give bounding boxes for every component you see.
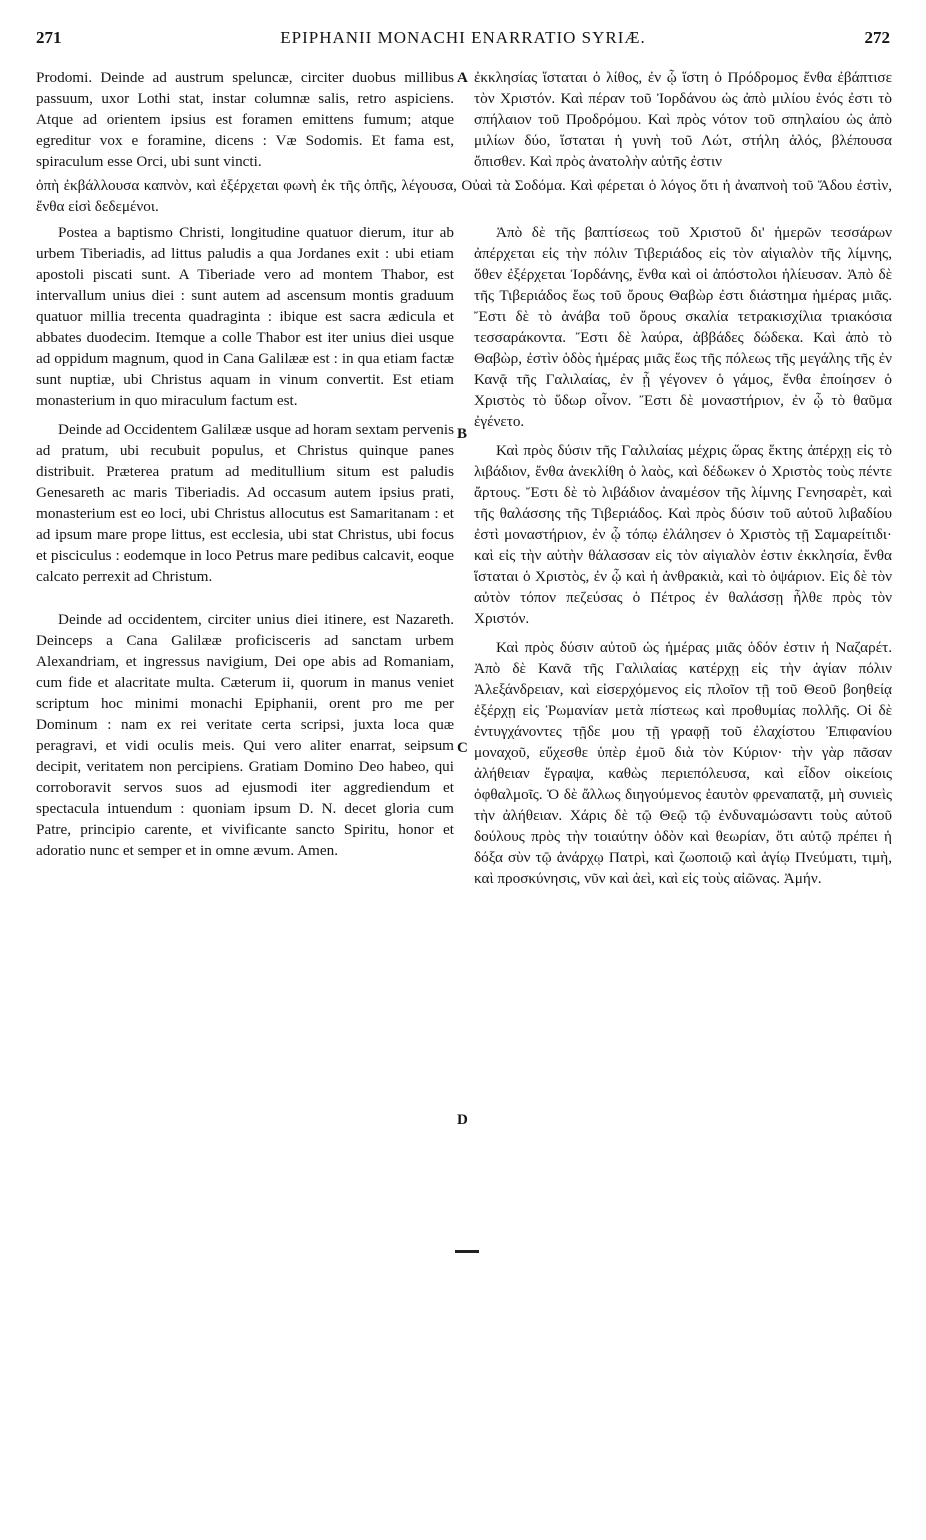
greek-paragraph-3: Καὶ πρὸς δύσιν τῆς Γαλιλαίας μέχρις ὥρας ἕκτης ἀπέρχῃ εἰς τὸ λιβάδιον, ἔνθα ἀνεκλίθη ὁ λαὸς, καὶ δέδωκεν ὁ Χριστὸς τοὺς πέντε ἄρτους. Ἔστι δὲ τὸ λιβάδιον ἀναμέσον τῆς λίμνης Γενησαρὲτ, καὶ τῆς θαλάσσης τῆς Τιβεριάδος. Καὶ πρὸς δύσιν τοῦ αὐτοῦ λιβαδίου ἐστὶ μοναστήριον, ἐν ᾧ τόπῳ ἐλάλησεν ὁ Χριστὸς τῇ Σαμαρείτιδι· καὶ εἰς τὴν αὐτὴν θάλασσαν εἰς τὸν αἰγιαλὸν ἐστιν ἐκκλησία, ἔνθα ἵσταται ὁ Χριστὸς, ἐν ᾧ καὶ ἡ ἀνθρακιὰ, καὶ τὸ ὀψάριον. Εἰς δὲ τὸν αὐτὸν τόπον πεζεύσας ὁ Πέτρος ἐν θαλάσσῃ ἦλθε πρὸς τὸν Χριστόν.	[474, 442, 892, 627]
page-header	[36, 28, 890, 58]
greek-spanning-lines: ὀπὴ ἐκβάλλουσα καπνὸν, καὶ ἐξέρχεται φωνὴ ἐκ τῆς ὀπῆς, λέγουσα, Οὐαὶ τὰ Σοδόμα. Καὶ φέρεται ὁ λόγος ὅτι ἡ ἀναπνοὴ τοῦ Ἅδου ἐστὶν, ἔνθα εἰσὶ δεδεμένοι.	[36, 177, 892, 215]
greek-paragraph-1: ἐκκλησίας ἵσταται ὁ λίθος, ἐν ᾧ ἵστη ὁ Πρόδρομος ἔνθα ἐβάπτισε τὸν Χριστόν. Καὶ πέραν τοῦ Ἰορδάνου ὡς ἀπὸ μιλίου ἑνός ἐστι τὸ σπήλαιον τοῦ Προδρόμου. Καὶ πρὸς νότον τοῦ σπηλαίου ὡς ἀπὸ μιλίων δύο, ἵσταται ἡ γυνὴ τοῦ Λώτ, στήλη ἁλός, βλέπουσα ὄπισθεν. Καὶ πρὸς ἀνατολὴν αὐτῆς ἐστιν	[474, 69, 892, 170]
latin-column-top	[36, 67, 454, 172]
latin-paragraph-3: Deinde ad Occidentem Galilææ usque ad horam sextam pervenis ad pratum, ubi recubuit populus, et Christus quinque panes distribuit. Præterea pratum ad meditullium situm est paludis Genesareth ac maris Tiberiadis. Ad occasum autem ipsius prati, monasterium est eo loci, ubi Christus allocutus est Samaritanam : et ad ipsum mare prope littus, est ecclesia, ubi stat Christus, ubi focus et pisciculus : eodemque in loco Petrus mare pedibus calcavit, eoque calcato perrexit ad Christum.	[36, 421, 454, 585]
page-number-right: 272	[864, 28, 890, 47]
margin-marker-d: D	[457, 1112, 468, 1128]
greek-paragraph-4: Καὶ πρὸς δύσιν αὐτοῦ ὡς ἡμέρας μιᾶς ὁδόν ἐστιν ἡ Ναζαρέτ. Ἀπὸ δὲ Κανᾶ τῆς Γαλιλαίας κατέρχῃ εἰς τὴν ἁγίαν πόλιν Ἀλεξάνδρειαν, καὶ εἰσερχόμενος εἰς πλοῖον τῇ τοῦ Θεοῦ βοηθείᾳ ἐξέρχῃ εἰς Ῥωμανίαν μετὰ πίστεως καὶ προθυμίας πολλῆς. Οἱ δὲ ἐντυγχάνοντες τῇδε μου τῇ γραφῇ τοῦ ἐλαχίστου Ἐπιφανίου μοναχοῦ, εὔχεσθε ὑπὲρ ἐμοῦ διὰ τὸν Κύριον· τὴν γὰρ πᾶσαν ἀλήθειαν ἔγραψα, καθὼς περιεπόλευσα, καὶ εἶδον οἰκείοις ὀφθαλμοῖς. Ὁ δὲ ἄλλως διηγούμενος ἑαυτὸν φρεναπατᾷ, μὴ συνιεὶς τὴν ἀλήθειαν. Χάρις δὲ τῷ Θεῷ τῷ ἐνδυναμώσαντι τοὺς αὐτοῦ δούλους πρὸς τὴν τοιαύτην ὁδὸν καὶ θεωρίαν, ὅτι αὐτῷ πρέπει ἡ δόξα σὺν τῷ ἀνάρχῳ Πατρὶ, καὶ ζωοποιῷ καὶ ἁγίῳ Πνεύματι, τιμὴ, καὶ προσκύνησις, νῦν καὶ ἀεὶ, καὶ εἰς τοὺς αἰῶνας. Ἀμήν.	[474, 639, 892, 887]
running-title: EPIPHANII MONACHI ENARRATIO SYRIÆ.	[280, 28, 646, 47]
latin-column-main	[36, 222, 454, 861]
greek-column-top	[474, 67, 892, 172]
latin-paragraph-4: Deinde ad occidentem, circiter unius diei itinere, est Nazareth. Deinceps a Cana Galilææ proficisceris ad sanctam urbem Alexandriam, et ingressus navigium, Dei ope abis ad Romaniam, cum fide et alacritate multa. Cæterum ii, quorum in manus veniet scriptum hoc minimi monachi Epiphanii, orent pro me per Dominum : nam ex rei veritate certa scripsi, juxta loca quæ peragravi, et vidi oculis meis. Qui vero aliter enarrat, seipsum decipit, veritatem non percipiens. Gratiam Domino Deo habeo, qui corroboravit servos suos ad ejusmodi iter aggrediendum et spectacula intuendum : quoniam ipsum D. N. decet gloria cum Patre, principio carente, et vivificante sancto Spiritu, honor et adoratio nunc et semper et in omne ævum. Amen.	[36, 611, 454, 859]
greek-column-main	[474, 222, 892, 889]
margin-marker-a: A	[457, 70, 468, 86]
latin-paragraph-1: Prodomi. Deinde ad austrum speluncæ, circiter duobus millibus passuum, uxor Lothi stat, instar columnæ salis, retro aspiciens. Atque ad orientem ipsius est foramen emittens fumum; atque egreditur vox e foramine, dicens : Væ Sodomis. Et fama est, spiraculum esse Orci, ubi sunt vincti.	[36, 69, 454, 170]
greek-paragraph-2: Ἀπὸ δὲ τῆς βαπτίσεως τοῦ Χριστοῦ δι' ἡμερῶν τεσσάρων ἀπέρχεται εἰς τὴν πόλιν Τιβεριάδος εἰς τὸν αἰγιαλὸν τῆς λίμνης, ὅθεν ἐξέρχεται Ἰορδάνης, ἔνθα καὶ οἱ ἀπόστολοι ἡλίευσαν. Ἀπὸ δὲ τῆς Τιβεριάδος ἕως τοῦ ὄρους Θαβὼρ ἐστι διάστημα ἡμέρας μιᾶς. Ἔστι δὲ τὸ ἀνάβα τοῦ ὄρους σκαλία τετρακισχίλια τριακόσια τεσσαράκοντα. Ἔστι δὲ λαύρα, ἀββάδες δώδεκα. Καὶ ἀπὸ τὸ Θαβὼρ, ἐστὶν ὁδὸς ἡμέρας μιᾶς ἕως τῆς πόλεως τῆς μεγάλης τῆς ἐν Κανᾷ τῆς Γαλιλαίας, ἐν ᾗ γέγονεν ὁ γάμος, ἔνθα ἐποίησεν ὁ Χριστὸς τὸ ὕδωρ οἶνον. Ἔστι δὲ μοναστήριον, ἐν ᾧ τὸ θαῦμα ἐγένετο.	[474, 224, 892, 430]
margin-marker-c: C	[457, 740, 468, 756]
page-number-left: 271	[36, 28, 62, 47]
margin-marker-b: B	[457, 426, 468, 442]
end-rule	[455, 1250, 479, 1253]
latin-paragraph-2: Postea a baptismo Christi, longitudine quatuor dierum, itur ab urbem Tiberiadis, ad littus paludis a qua Jordanes exit : ubi etiam apostoli piscati sunt. A Tiberiade vero ad montem Thabor, est intervallum unius diei : sunt autem ad ascensum montis graduum quatuor millia trecenta quadraginta : ibique est sacra ædicula et abbates duodecim. Itemque a colle Thabor est iter unius diei usque ad oppidum magnum, quod in Cana Galilææ est : in qua etiam factæ sunt nuptiæ, ubi Christus aquam in vinum convertit. Est etiam monasterium in quo miraculum factum est.	[36, 224, 454, 409]
